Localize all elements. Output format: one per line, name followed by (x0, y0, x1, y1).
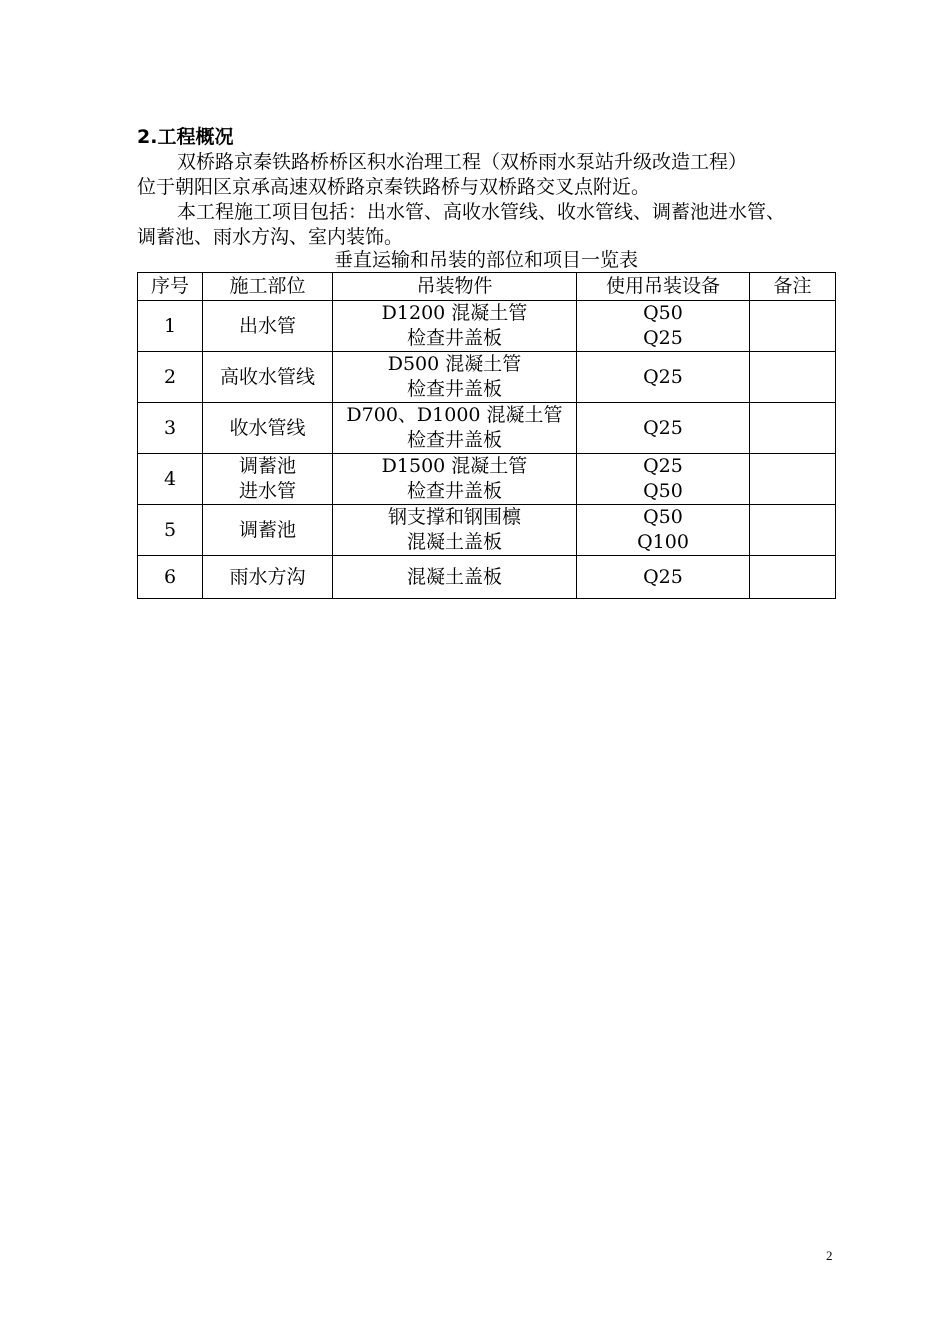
cell-equipment-line: Q50 (643, 506, 683, 528)
paragraph-project-location (137, 150, 857, 200)
cell-remark (750, 556, 836, 599)
cell-no: 2 (138, 352, 203, 403)
cell-part (203, 403, 333, 454)
cell-remark (750, 352, 836, 403)
cell-equipment (577, 505, 750, 556)
cell-equipment-line: Q25 (643, 416, 683, 439)
table-row (138, 454, 836, 505)
cell-items-line: 检查井盖板 (406, 378, 502, 400)
cell-equipment (577, 556, 750, 599)
cell-no: 3 (138, 403, 203, 454)
cell-remark (750, 454, 836, 505)
cell-items (333, 556, 577, 599)
paragraph-line: 本工程施工项目包括：出水管、高收水管线、收水管线、调蓄池进水管、 (177, 201, 786, 223)
cell-equipment-line: Q25 (643, 365, 683, 388)
table-header-row (138, 273, 836, 301)
paragraph-line: 双桥路京秦铁路桥桥区积水治理工程（双桥雨水泵站升级改造工程） (177, 151, 748, 173)
cell-equipment-line: Q25 (643, 565, 683, 588)
cell-part (203, 505, 333, 556)
cell-no: 4 (138, 454, 203, 505)
cell-remark (750, 505, 836, 556)
cell-no: 1 (138, 301, 203, 352)
cell-equipment (577, 454, 750, 505)
cell-no: 5 (138, 505, 203, 556)
cell-items-line: 检查井盖板 (406, 327, 502, 349)
cell-part (203, 301, 333, 352)
header-items: 吊装物件 (333, 273, 577, 301)
cell-equipment-line: Q50 (643, 480, 683, 502)
cell-items-line: D500 混凝土管 (387, 353, 522, 375)
table-caption: 垂直运输和吊装的部位和项目一览表 (333, 249, 638, 271)
cell-equipment (577, 352, 750, 403)
cell-part-line: 进水管 (238, 480, 296, 502)
table-row (138, 301, 836, 352)
cell-items (333, 352, 577, 403)
cell-no: 6 (138, 556, 203, 599)
cell-part-line: 出水管 (238, 314, 296, 337)
cell-remark (750, 403, 836, 454)
cell-items-line: 混凝土盖板 (406, 531, 502, 553)
cell-items-line: 钢支撑和钢围檩 (387, 506, 521, 528)
cell-part-line: 高收水管线 (219, 365, 315, 388)
cell-items-line: D700、D1000 混凝土管 (346, 404, 563, 426)
lifting-items-table (137, 272, 836, 599)
cell-part (203, 454, 333, 505)
cell-items (333, 505, 577, 556)
section-heading: 2.工程概况 (137, 126, 234, 148)
cell-items-line: D1500 混凝土管 (381, 455, 528, 477)
header-part: 施工部位 (203, 273, 333, 301)
cell-items (333, 454, 577, 505)
paragraph-line: 调蓄池、雨水方沟、室内装饰。 (137, 226, 404, 248)
header-no: 序号 (138, 273, 203, 301)
cell-part-line: 雨水方沟 (229, 565, 306, 588)
cell-items-line: D1200 混凝土管 (381, 302, 528, 324)
cell-items-line: 混凝土盖板 (406, 565, 502, 588)
cell-items (333, 403, 577, 454)
table-row (138, 505, 836, 556)
cell-items (333, 301, 577, 352)
cell-items-line: 检查井盖板 (406, 480, 502, 502)
table-row (138, 403, 836, 454)
cell-part (203, 556, 333, 599)
page-number: 2 (826, 1248, 833, 1263)
cell-items-line: 检查井盖板 (406, 429, 502, 451)
cell-equipment-line: Q50 (643, 302, 683, 324)
table-row (138, 556, 836, 599)
cell-part (203, 352, 333, 403)
cell-part-line: 收水管线 (229, 416, 306, 439)
paragraph-line: 位于朝阳区京承高速双桥路京秦铁路桥与双桥路交叉点附近。 (137, 176, 651, 198)
cell-part-line: 调蓄池 (238, 518, 296, 541)
cell-equipment (577, 403, 750, 454)
cell-equipment-line: Q25 (643, 455, 683, 477)
cell-equipment (577, 301, 750, 352)
cell-equipment-line: Q100 (637, 531, 689, 553)
table-row (138, 352, 836, 403)
cell-remark (750, 301, 836, 352)
cell-equipment-line: Q25 (643, 327, 683, 349)
header-equipment: 使用吊装设备 (577, 273, 750, 301)
cell-part-line: 调蓄池 (238, 455, 296, 477)
paragraph-project-scope (137, 200, 857, 250)
header-remark: 备注 (750, 273, 836, 301)
